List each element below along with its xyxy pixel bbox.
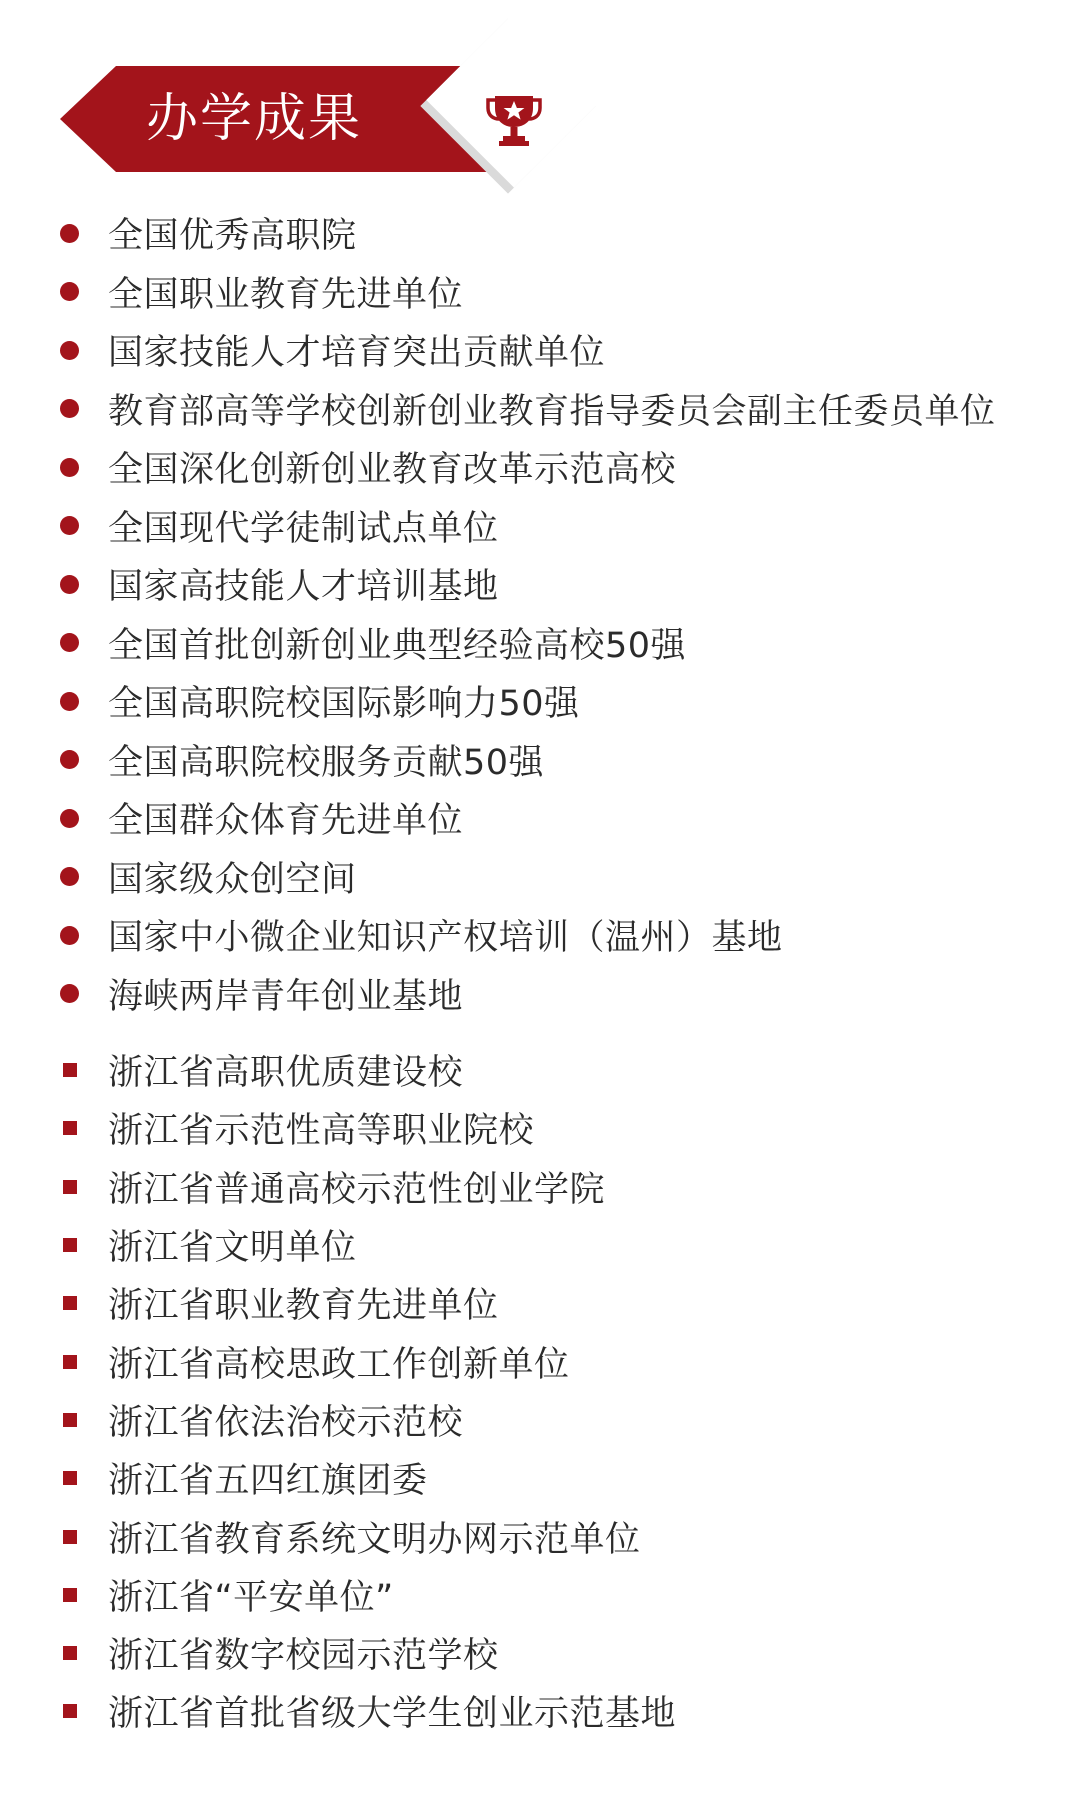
honor-text: 全国高职院校服务贡献50强 <box>108 742 545 783</box>
honor-text: 浙江省普通高校示范性创业学院 <box>108 1169 606 1210</box>
bullet-dot-icon <box>60 809 79 828</box>
honor-text: 全国群众体育先进单位 <box>108 801 464 842</box>
honor-text: 国家中小微企业知识产权培训（温州）基地 <box>108 918 783 959</box>
national-honors-list <box>0 204 1080 1023</box>
bullet-square-icon <box>63 1413 77 1427</box>
bullet-dot-icon <box>60 867 79 886</box>
bullet-dot-icon <box>60 399 79 418</box>
bullet-dot-icon <box>60 341 79 360</box>
list-item <box>0 1449 1080 1507</box>
honor-text: 全国优秀高职院 <box>108 216 357 257</box>
honor-text: 国家高技能人才培训基地 <box>108 567 499 608</box>
list-item <box>0 1507 1080 1565</box>
honor-text: 浙江省首批省级大学生创业示范基地 <box>108 1694 677 1735</box>
bullet-dot-icon <box>60 458 79 477</box>
bullet-square-icon <box>63 1530 77 1544</box>
bullet-square-icon <box>63 1355 77 1369</box>
bullet-dot-icon <box>60 750 79 769</box>
list-item <box>0 1041 1080 1099</box>
list-item <box>0 672 1080 731</box>
honor-text: 浙江省依法治校示范校 <box>108 1402 464 1443</box>
list-item <box>0 848 1080 907</box>
bullet-square-icon <box>63 1646 77 1660</box>
list-item <box>0 555 1080 614</box>
honor-text: 全国现代学徒制试点单位 <box>108 508 499 549</box>
honor-text: 浙江省文明单位 <box>108 1228 357 1269</box>
list-item <box>0 204 1080 263</box>
list-item <box>0 1158 1080 1216</box>
honor-text: 海峡两岸青年创业基地 <box>108 976 464 1017</box>
honor-text: 浙江省“平安单位” <box>108 1577 394 1618</box>
bullet-square-icon <box>63 1471 77 1485</box>
honor-text: 全国深化创新创业教育改革示范高校 <box>108 450 677 491</box>
bullet-dot-icon <box>60 692 79 711</box>
list-item <box>0 906 1080 965</box>
list-item <box>0 1624 1080 1682</box>
honor-text: 浙江省示范性高等职业院校 <box>108 1111 535 1152</box>
list-item <box>0 1216 1080 1274</box>
list-item <box>0 1332 1080 1390</box>
honor-text: 教育部高等学校创新创业教育指导委员会副主任委员单位 <box>108 391 996 432</box>
list-item <box>0 1274 1080 1332</box>
honor-text: 浙江省五四红旗团委 <box>108 1461 428 1502</box>
honor-text: 全国高职院校国际影响力50强 <box>108 684 580 725</box>
bullet-dot-icon <box>60 926 79 945</box>
list-item <box>0 1099 1080 1157</box>
bullet-square-icon <box>63 1588 77 1602</box>
bullet-square-icon <box>63 1063 77 1077</box>
honor-text: 浙江省数字校园示范学校 <box>108 1636 499 1677</box>
provincial-honors-list <box>0 1041 1080 1741</box>
bullet-square-icon <box>63 1296 77 1310</box>
bullet-dot-icon <box>60 282 79 301</box>
list-item <box>0 1391 1080 1449</box>
list-item <box>0 438 1080 497</box>
honor-text: 全国首批创新创业典型经验高校50强 <box>108 625 687 666</box>
section-title: 办学成果 <box>146 89 363 149</box>
bullet-square-icon <box>63 1704 77 1718</box>
bullet-dot-icon <box>60 633 79 652</box>
list-item <box>0 321 1080 380</box>
bullet-square-icon <box>63 1121 77 1135</box>
bullet-dot-icon <box>60 575 79 594</box>
bullet-dot-icon <box>60 224 79 243</box>
list-item <box>0 263 1080 322</box>
list-item <box>0 1682 1080 1740</box>
list-item <box>0 965 1080 1024</box>
honor-text: 国家技能人才培育突出贡献单位 <box>108 333 606 374</box>
list-item <box>0 1566 1080 1624</box>
honor-text: 国家级众创空间 <box>108 859 357 900</box>
bullet-square-icon <box>63 1180 77 1194</box>
bullet-dot-icon <box>60 516 79 535</box>
bullet-square-icon <box>63 1238 77 1252</box>
honor-text: 全国职业教育先进单位 <box>108 274 464 315</box>
list-item <box>0 789 1080 848</box>
honor-text: 浙江省教育系统文明办网示范单位 <box>108 1519 641 1560</box>
bullet-dot-icon <box>60 984 79 1003</box>
honor-text: 浙江省高校思政工作创新单位 <box>108 1344 570 1385</box>
list-item <box>0 380 1080 439</box>
trophy-icon <box>482 88 546 152</box>
honor-text: 浙江省职业教育先进单位 <box>108 1286 499 1327</box>
list-item <box>0 497 1080 556</box>
list-item <box>0 614 1080 673</box>
list-item <box>0 731 1080 790</box>
honor-text: 浙江省高职优质建设校 <box>108 1053 464 1094</box>
